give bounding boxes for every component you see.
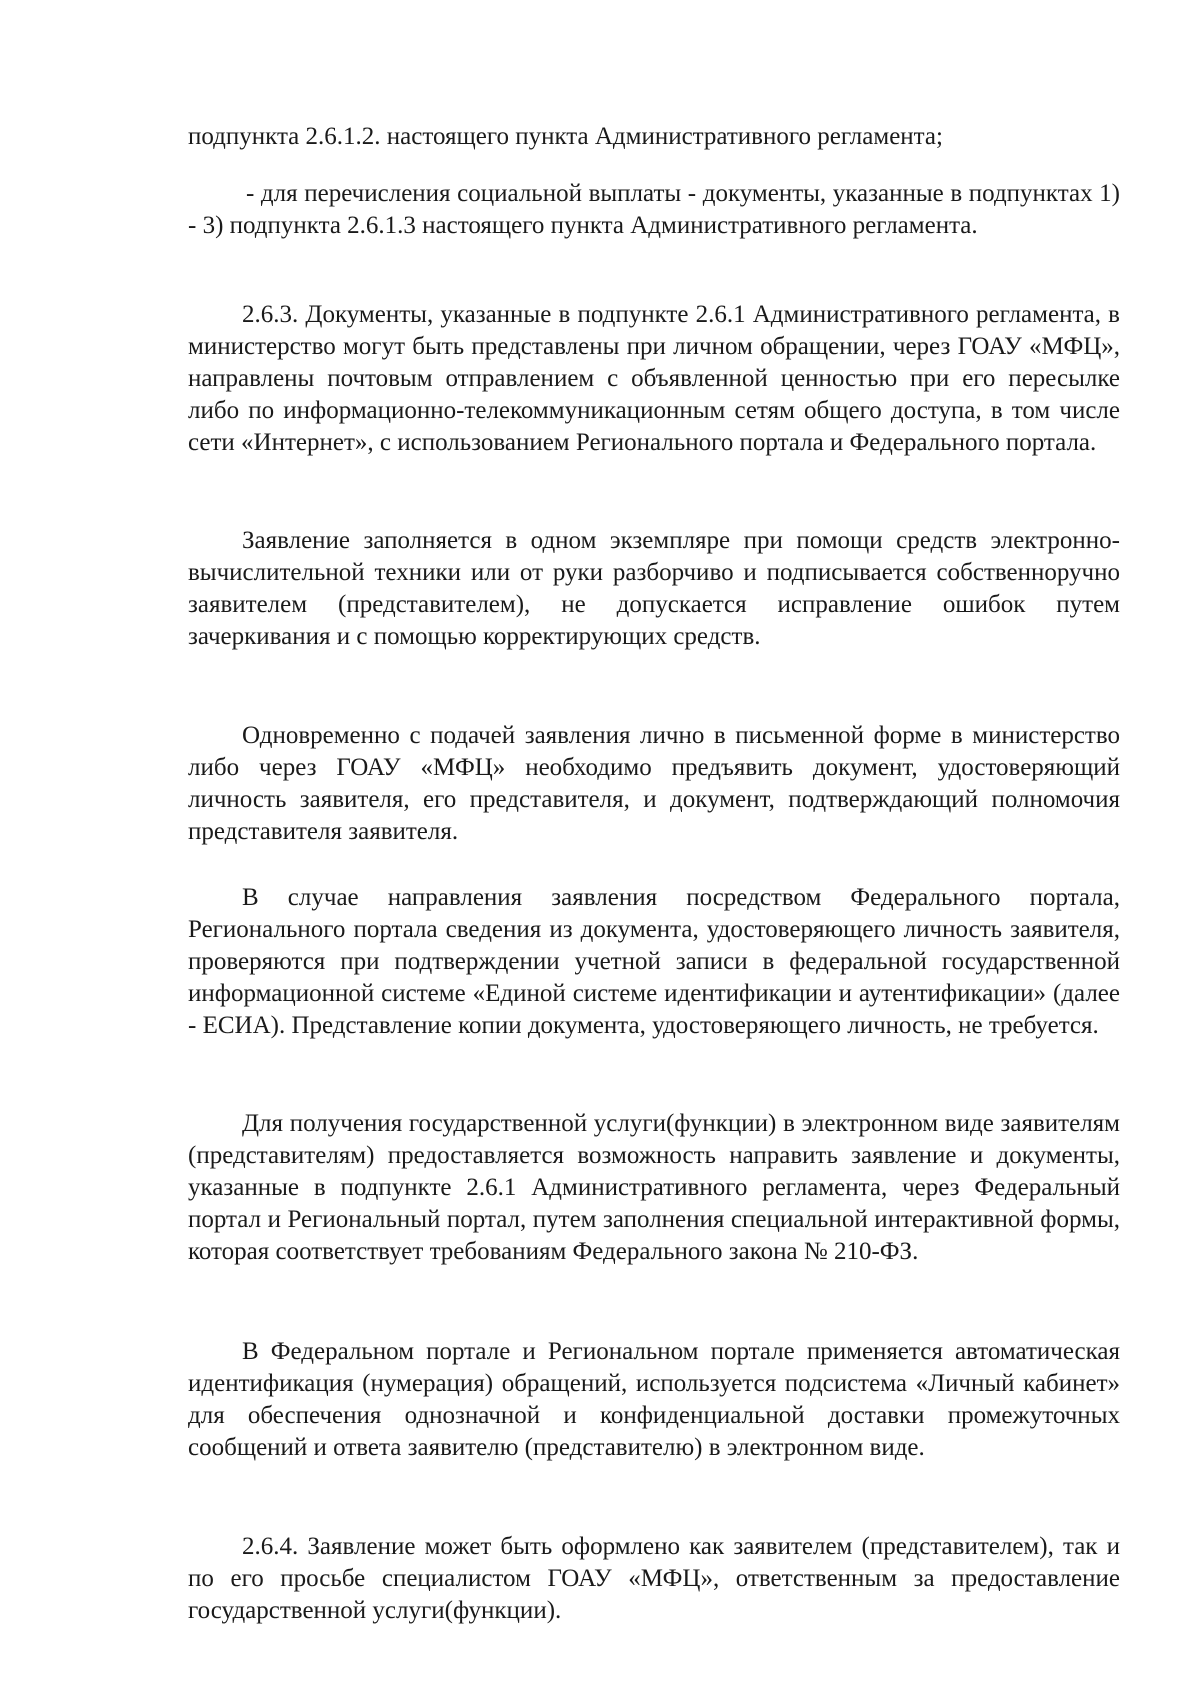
paragraph-social-payment-item: - для перечисления социальной выплаты - документы, указанные в подпунктах 1) - 3) подпункта 2.6.1.3 настоящего пункта Административного регламента. bbox=[188, 180, 1120, 239]
paragraph-esia: В случае направления заявления посредством Федерального портала, Регионального портала сведения из документа, удостоверяющего личность заявителя, проверяются при подтверждении учетной записи в федеральной государственной информационной системе «Единой системе идентификации и аутентификации» (далее - ЕСИА). Представление копии документа, удостоверяющего личность, не требуется. bbox=[188, 884, 1120, 1039]
paragraph-2-6-3: 2.6.3. Документы, указанные в подпункте 2.6.1 Административного регламента, в министерство могут быть представлены при личном обращении, через ГОАУ «МФЦ», направлены почтовым отправлением с объявленной ценностью при его пересылке либо по информационно-телекоммуникационным сетям общего доступа, в том числе сети «Интернет», с использованием Регионального портала и Федерального портала. bbox=[188, 301, 1120, 456]
paragraph-2-6-4: 2.6.4. Заявление может быть оформлено как заявителем (представителем), так и по его просьбе специалистом ГОАУ «МФЦ», ответственным за предоставление государственной услуги(функции). bbox=[188, 1533, 1120, 1624]
paragraph-personal-cabinet: В Федеральном портале и Региональном портале применяется автоматическая идентификация (нумерация) обращений, используется подсистема «Личный кабинет» для обеспечения однозначной и конфиденциальной доставки промежуточных сообщений и ответа заявителю (представителю) в электронном виде. bbox=[188, 1338, 1120, 1461]
paragraph-application-filling: Заявление заполняется в одном экземпляре при помощи средств электронно-вычислительной техники или от руки разборчиво и подписывается собственноручно заявителем (представителем), не допускается исправление ошибок путем зачеркивания и с помощью корректирующих средств. bbox=[188, 527, 1120, 650]
paragraph-identity-document: Одновременно с подачей заявления лично в письменной форме в министерство либо через ГОАУ «МФЦ» необходимо предъявить документ, удостоверяющий личность заявителя, его представителя, и документ, подтверждающий полномочия представителя заявителя. bbox=[188, 722, 1120, 845]
paragraph-electronic-service: Для получения государственной услуги(функции) в электронном виде заявителям (представителям) предоставляется возможность направить заявление и документы, указанные в подпункте 2.6.1 Административного регламента, через Федеральный портал и Региональный портал, путем заполнения специальной интерактивной формы, которая соответствует требованиям Федерального закона № 210-ФЗ. bbox=[188, 1110, 1120, 1265]
paragraph-continuation: подпункта 2.6.1.2. настоящего пункта Административного регламента; bbox=[188, 123, 943, 150]
